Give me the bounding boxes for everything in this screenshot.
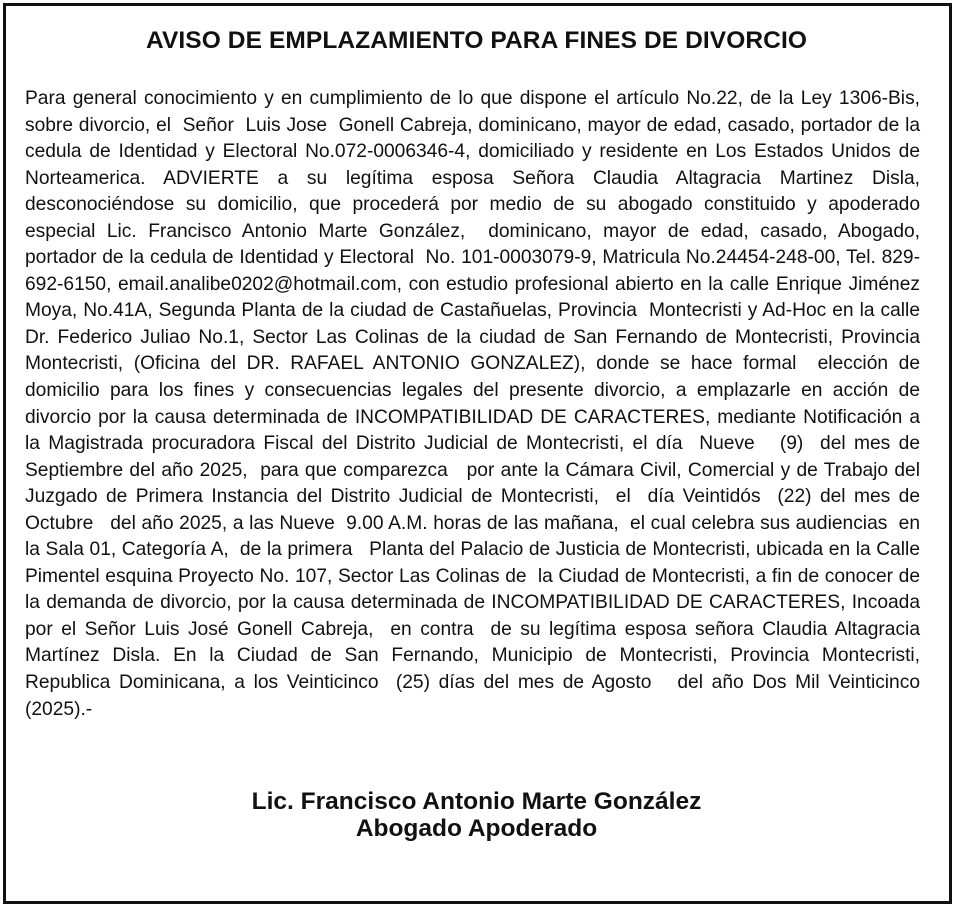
signature-role: Abogado Apoderado	[355, 815, 598, 842]
notice-title: AVISO DE EMPLAZAMIENTO PARA FINES DE DIVORCIO	[145, 27, 808, 54]
notice-body: Para general conocimiento y en cumplimiento de lo que dispone el artículo No.22, de la Ley 1306-Bis, sobre divorcio, el Señor Luis Jose Gonell Cabreja, dominicano, mayor de edad, casado, portador de la cedula de Identidad y Electoral No.072-0006346-4, domiciliado y residente en Los Estados Unidos de Norteamerica. ADVIERTE a su legítima esposa Señora Claudia Altagracia Martinez Disla, desconociéndose su domicilio, que procederá por medio de su abogado constituido y apoderado especial Lic. Francisco Antonio Marte González, dominicano, mayor de edad, casado, Abogado, portador de la cedula de Identidad y Electoral No. 101-0003079-9, Matricula No.24454-248-00, Tel. 829-692-6150, email.analibe0202@hotmail.com, con estudio profesional abierto en la calle Enrique Jiménez Moya, No.41A, Segunda Planta de la ciudad de Castañuelas, Provincia Montecristi y Ad-Hoc en la calle Dr. Federico Juliao No.1, Sector Las Colinas de la ciudad de San Fernando de Montecristi, Provincia Montecristi, (Oficina del DR. RAFAEL ANTONIO GONZALEZ), donde se hace formal elección de domicilio para los fines y consecuencias legales del presente divorcio, a emplazarle en acción de divorcio por la causa determinada de INCOMPATIBILIDAD DE CARACTERES, mediante Notificación a la Magistrada procuradora Fiscal del Distrito Judicial de Montecristi, el día Nueve (9) del mes de Septiembre del año 2025, para que comparezca por ante la Cámara Civil, Comercial y de Trabajo del Juzgado de Primera Instancia del Distrito Judicial de Montecristi, el día Veintidós (22) del mes de Octubre del año 2025, a las Nueve 9.00 A.M. horas de las mañana, el cual celebra sus audiencias en la Sala 01, Categoría A, de la primera Planta del Palacio de Justicia de Montecristi, ubicada en la Calle Pimentel esquina Proyecto No. 107, Sector Las Colinas de la Ciudad de Montecristi, a fin de conocer de la demanda de divorcio, por la causa determinada de INCOMPATIBILIDAD DE CARACTERES, Incoada por el Señor Luis José Gonell Cabreja, en contra de su legítima esposa señora Claudia Altagracia Martínez Disla. En la Ciudad de San Fernando, Municipio de Montecristi, Provincia Montecristi, Republica Dominicana, a los Veinticinco (25) días del mes de Agosto del año Dos Mil Veinticinco (2025).-	[25, 88, 936, 720]
signature-name: Lic. Francisco Antonio Marte González	[251, 788, 702, 815]
signature-block	[0, 788, 953, 842]
